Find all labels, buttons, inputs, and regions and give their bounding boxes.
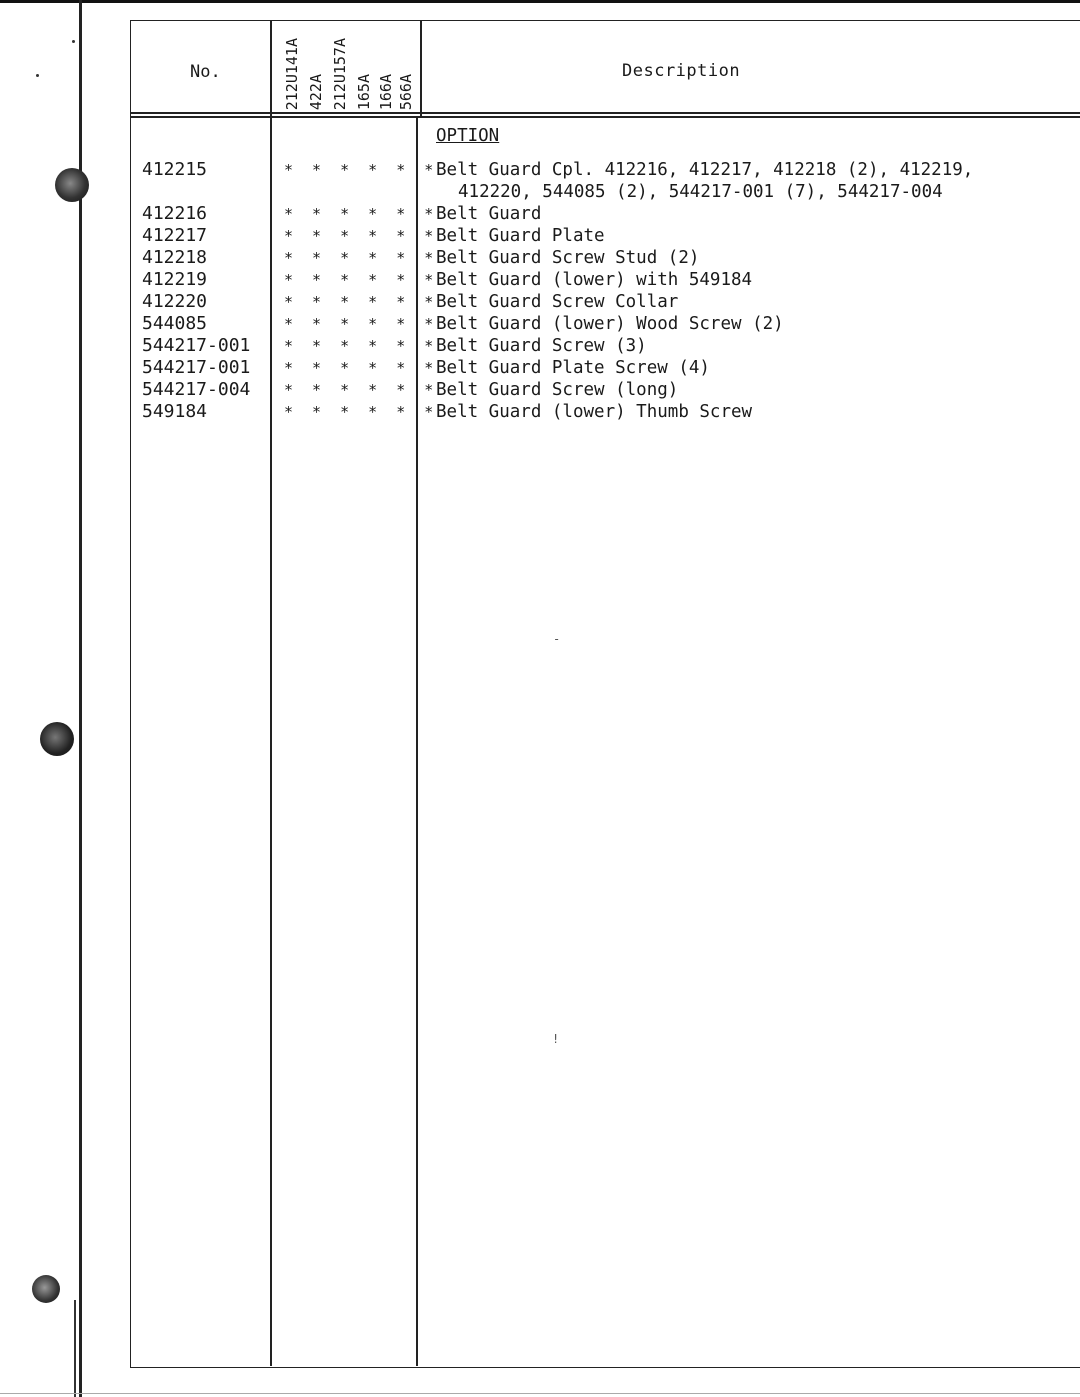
part-description: Belt Guard Plate Screw (4) [436, 358, 710, 378]
header-rule [130, 112, 1080, 114]
punch-hole-icon [55, 168, 89, 202]
model-label: 165A [355, 73, 373, 110]
column-divider [420, 20, 422, 116]
part-description: Belt Guard (lower) with 549184 [436, 270, 753, 290]
applicability-marks: * * * * * * [284, 205, 439, 223]
part-description: Belt Guard Screw Collar [436, 292, 679, 312]
speck [72, 40, 75, 43]
part-description: Belt Guard (lower) Thumb Screw [436, 402, 753, 422]
binder-edge [79, 0, 82, 1397]
part-number: 544217-001 [142, 357, 251, 378]
applicability-marks: * * * * * * [284, 271, 439, 289]
description-column [436, 125, 973, 423]
section-title: OPTION [436, 126, 500, 146]
part-number: 544217-004 [142, 379, 251, 400]
part-description: Belt Guard [436, 204, 542, 224]
column-divider [270, 20, 272, 1366]
model-label: 212U141A [283, 37, 301, 110]
part-number: 412216 [142, 203, 208, 224]
model-label: 566A [397, 73, 415, 110]
speck [36, 74, 39, 77]
part-description: Belt Guard Plate [436, 226, 605, 246]
part-description: Belt Guard (lower) Wood Screw (2) [436, 314, 784, 334]
part-description: Belt Guard Screw (3) [436, 336, 647, 356]
punch-hole-icon [32, 1275, 60, 1303]
header-rule [130, 116, 1080, 118]
part-number: 412219 [142, 269, 208, 290]
bottom-edge [0, 1393, 1080, 1394]
part-number: 412217 [142, 225, 208, 246]
part-number: 412218 [142, 247, 208, 268]
part-description-continued: 412220, 544085 (2), 544217-001 (7), 544217-004 [458, 182, 943, 202]
model-label: 422A [307, 73, 325, 110]
model-label: 212U157A [331, 37, 349, 110]
speck: - [553, 632, 561, 646]
applicability-marks: * * * * * * [284, 161, 439, 179]
applicability-marks: * * * * * * [284, 337, 439, 355]
applicability-marks: * * * * * * [284, 403, 439, 421]
speck: ! [552, 1032, 560, 1046]
top-border [0, 0, 1080, 3]
part-number: 412215 [142, 159, 208, 180]
model-applicability-column [284, 159, 438, 423]
applicability-marks: * * * * * * [284, 381, 439, 399]
part-description: Belt Guard Cpl. 412216, 412217, 412218 (2), 412219, [436, 160, 974, 180]
applicability-marks: * * * * * * [284, 249, 439, 267]
description-header: Description [622, 61, 741, 81]
part-number: 549184 [142, 401, 208, 422]
applicability-marks: * * * * * * [284, 359, 439, 377]
part-number-column [142, 159, 250, 423]
part-number: 544085 [142, 313, 208, 334]
part-number: 544217-001 [142, 335, 251, 356]
part-description: Belt Guard Screw Stud (2) [436, 248, 700, 268]
punch-hole-icon [40, 722, 74, 756]
model-columns-header [282, 24, 418, 110]
applicability-marks: * * * * * * [284, 293, 439, 311]
part-number: 412220 [142, 291, 208, 312]
model-label: 166A [377, 73, 395, 110]
applicability-marks: * * * * * * [284, 315, 439, 333]
binder-edge-lower [74, 1300, 76, 1397]
part-number-header: No. [190, 62, 221, 82]
part-description: Belt Guard Screw (long) [436, 380, 679, 400]
applicability-marks: * * * * * * [284, 227, 439, 245]
